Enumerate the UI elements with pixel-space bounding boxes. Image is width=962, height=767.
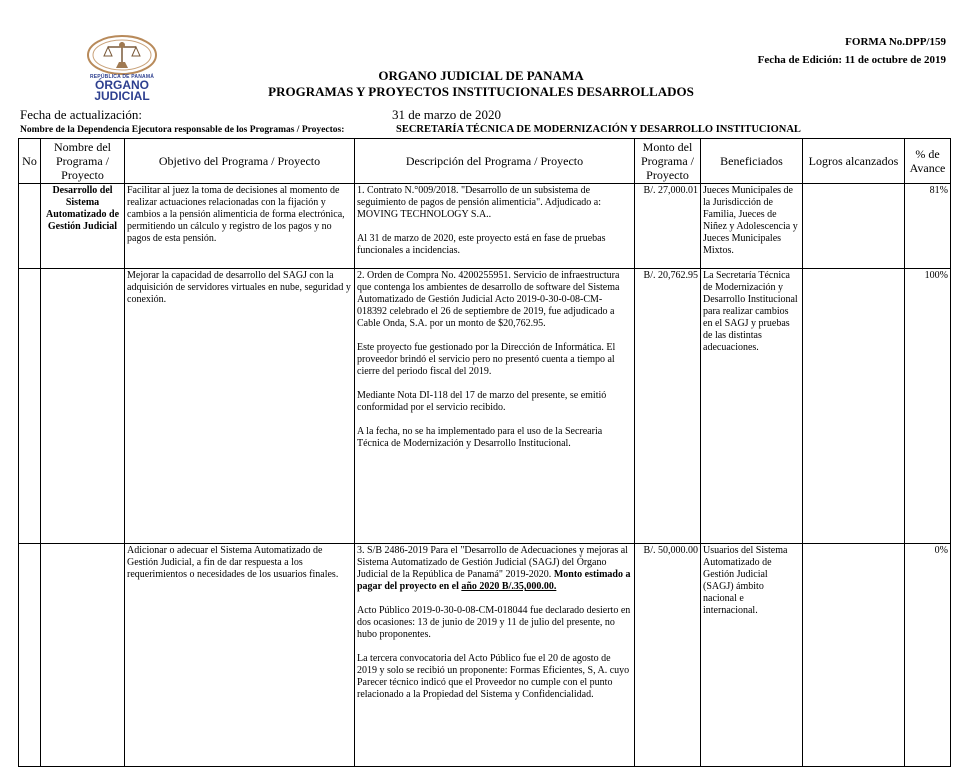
logo-country-text: REPÚBLICA DE PANAMÁ bbox=[89, 74, 155, 80]
table-row bbox=[19, 544, 951, 767]
header-no: No bbox=[19, 139, 41, 184]
cell-nombre bbox=[41, 544, 125, 767]
edition-date: Fecha de Edición: 11 de octubre de 2019 bbox=[757, 54, 946, 66]
cell-logros bbox=[803, 184, 905, 269]
desc-paragraph bbox=[357, 545, 632, 593]
desc-paragraph: La tercera convocatoria del Acto Público fue el 20 de agosto de 2019 y solo se recibió un proponente: Formas Eficientes, S, A. cuyo Parecer técnico indicó que el Proveedor no cumple con el punto relacionado a la Propiedad del Sistema y Confidencialidad. bbox=[357, 653, 630, 700]
desc-paragraph: 1. Contrato N.°009/2018. "Desarrollo de un subsistema de seguimiento de pagos de pensión alimenticia". Adjudicado a: MOVING TECHNOLOGY S.A.. bbox=[357, 185, 602, 220]
cell-monto: B/. 20,762.95 bbox=[635, 269, 701, 544]
header-avance: % de Avance bbox=[905, 139, 951, 184]
projects-table bbox=[18, 138, 951, 767]
desc-intro: 3. S/B 2486-2019 Para el "Desarrollo de Adecuaciones y mejoras al Sistema Automatizado de Gestión Judicial (SAGJ) del Órgano Judicial de la República de Panamá" 2019-2020. bbox=[357, 545, 628, 580]
cell-beneficiados: La Secretaría Técnica de Modernización y Desarrollo Institucional para realizar cambios en el SAGJ y pruebas de las distintas adecuaciones. bbox=[701, 269, 803, 544]
document-subtitle: PROGRAMAS Y PROYECTOS INSTITUCIONALES DESARROLLADOS bbox=[268, 84, 694, 99]
form-number: FORMA No.DPP/159 bbox=[845, 36, 946, 48]
cell-logros bbox=[803, 269, 905, 544]
dependency-value: SECRETARÍA TÉCNICA DE MODERNIZACIÓN Y DESARROLLO INSTITUCIONAL bbox=[396, 124, 801, 135]
table-row bbox=[19, 184, 951, 269]
desc-paragraph: Este proyecto fue gestionado por la Dirección de Informática. El proveedor brindó el servicio pero no presentó cuenta a tiempo al cierre del periodo fiscal del 2019. bbox=[357, 342, 616, 377]
cell-nombre: Desarrollo del Sistema Automatizado de Gestión Judicial bbox=[41, 184, 125, 269]
desc-paragraph: Acto Público 2019-0-30-0-08-CM-018044 fue declarado desierto en dos ocasiones: 13 de junio de 2019 y 11 de julio del presente, no hubo proponentes. bbox=[357, 605, 631, 640]
cell-avance: 100% bbox=[905, 269, 951, 544]
header-logros: Logros alcanzados bbox=[803, 139, 905, 184]
desc-bold-a: Monto estimado a pagar del proyecto en el bbox=[357, 569, 631, 592]
logo-line1: ÓRGANO bbox=[95, 78, 149, 92]
header-nombre: Nombre del Programa / Proyecto bbox=[41, 139, 125, 184]
table-row bbox=[19, 269, 951, 544]
table-header-row bbox=[19, 139, 951, 184]
cell-avance: 0% bbox=[905, 544, 951, 767]
header-descripcion: Descripción del Programa / Proyecto bbox=[355, 139, 635, 184]
cell-monto: B/. 27,000.01 bbox=[635, 184, 701, 269]
cell-descripcion bbox=[355, 544, 635, 767]
cell-no bbox=[19, 184, 41, 269]
cell-monto: B/. 50,000.00 bbox=[635, 544, 701, 767]
cell-descripcion bbox=[355, 269, 635, 544]
logo-line2: JUDICIAL bbox=[94, 89, 150, 103]
desc-bold-b: año 2020 B/.35,000.00. bbox=[461, 581, 557, 592]
header-monto: Monto del Programa / Proyecto bbox=[635, 139, 701, 184]
header-beneficiados: Beneficiados bbox=[701, 139, 803, 184]
cell-logros bbox=[803, 544, 905, 767]
desc-paragraph: 2. Orden de Compra No. 4200255951. Servicio de infraestructura que contenga los ambientes de desarrollo de software del Sistema Automatizado de Gestión Judicial Acto 2019-0-30-0-08-CM-018392 celebrado el 26 de septiembre de 2019, fue adjudicado a Cable Onda, S.A. por un monto de $20,762.95. bbox=[357, 270, 620, 329]
cell-avance: 81% bbox=[905, 184, 951, 269]
cell-nombre bbox=[41, 269, 125, 544]
cell-objetivo: Mejorar la capacidad de desarrollo del SAGJ con la adquisición de servidores virtuales en nube, seguridad y conexión. bbox=[125, 269, 355, 544]
cell-objetivo: Adicionar o adecuar el Sistema Automatizado de Gestión Judicial, a fin de dar respuesta a los requerimientos o necesidades de los usuarios finales. bbox=[125, 544, 355, 767]
desc-paragraph: Mediante Nota DI-118 del 17 de marzo del presente, se emitió conformidad por el servicio recibido. bbox=[357, 390, 607, 413]
update-date-value: 31 de marzo de 2020 bbox=[392, 107, 502, 122]
cell-no bbox=[19, 269, 41, 544]
cell-no bbox=[19, 544, 41, 767]
cell-beneficiados: Usuarios del Sistema Automatizado de Gestión Judicial (SAGJ) ámbito nacional e internacional. bbox=[701, 544, 803, 767]
desc-paragraph: Al 31 de marzo de 2020, este proyecto está en fase de pruebas funcionales a incidencias. bbox=[357, 233, 606, 256]
desc-paragraph: A la fecha, no se ha implementado para el uso de la Secrearia Técnica de Modernización y Desarrollo Institucional. bbox=[357, 426, 603, 449]
header-objetivo: Objetivo del Programa / Proyecto bbox=[125, 139, 355, 184]
update-date-label: Fecha de actualización: bbox=[20, 107, 142, 122]
cell-descripcion bbox=[355, 184, 635, 269]
cell-objetivo: Facilitar al juez la toma de decisiones al momento de realizar actuaciones relacionadas con la fijación y cambios a la pensión alimenticia de forma electrónica, permitiendo un cálculo y registro de los pagos y no pagos de esta pensión. bbox=[125, 184, 355, 269]
cell-beneficiados: Jueces Municipales de la Jurisdicción de Familia, Jueces de Niñez y Adolescencia y Jueces Municipales Mixtos. bbox=[701, 184, 803, 269]
document-title: ORGANO JUDICIAL DE PANAMA bbox=[378, 68, 584, 83]
dependency-label: Nombre de la Dependencia Ejecutora responsable de los Programas / Proyectos: bbox=[20, 125, 345, 135]
